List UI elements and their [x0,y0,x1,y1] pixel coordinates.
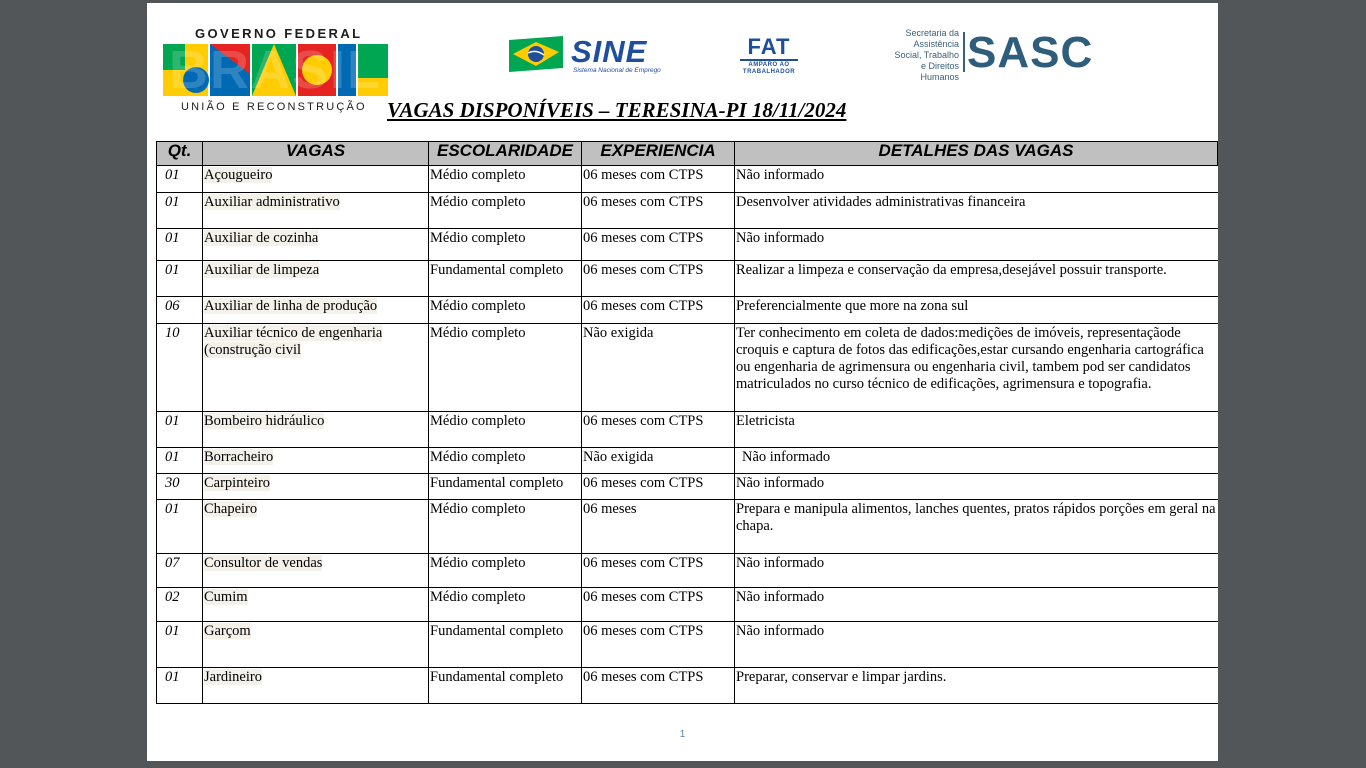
row-detalhes: Não informado [735,554,1219,588]
sasc-logo [887,28,1094,82]
row-vaga-label: Cumim [204,589,248,605]
row-detalhes: Não informado [735,622,1219,668]
brazil-flag-icon [505,36,567,72]
row-vaga-label: Auxiliar técnico de engenharia (construção civil [204,325,383,358]
row-detalhes: Realizar a limpeza e conservação da empresa,desejável possuir transporte. [735,261,1219,297]
row-detalhes: Preferencialmente que more na zona sul [735,297,1219,324]
row-escolaridade: Médio completo [429,500,582,554]
table-row [157,500,1219,554]
row-qt: 01 [157,500,203,554]
row-qt: 01 [157,193,203,229]
row-escolaridade: Médio completo [429,448,582,474]
gov-subtitle: UNIÃO E RECONSTRUÇÃO [181,101,367,113]
fat-subtitle-2: TRABALHADOR [742,69,796,75]
sasc-wordmark: SASC [967,28,1094,77]
row-vaga [203,622,429,668]
document-page [147,3,1218,761]
table-row [157,448,1219,474]
row-qt: 02 [157,588,203,622]
row-escolaridade: Médio completo [429,297,582,324]
table-row [157,166,1219,193]
row-qt: 01 [157,412,203,448]
row-vaga [203,588,429,622]
row-detalhes: Não informado [735,229,1219,261]
row-detalhes: Desenvolver atividades administrativas financeira [735,193,1219,229]
row-escolaridade: Médio completo [429,412,582,448]
row-qt: 01 [157,166,203,193]
governo-federal-logo [161,26,391,118]
table-row [157,261,1219,297]
row-vaga-label: Auxiliar administrativo [204,194,340,210]
row-vaga [203,554,429,588]
row-experiencia: 06 meses com CTPS [582,622,735,668]
sine-logo [505,36,685,74]
row-qt: 01 [157,622,203,668]
row-vaga-label: Auxiliar de cozinha [204,230,319,246]
row-vaga-label: Açougueiro [204,167,273,183]
table-row [157,622,1219,668]
table-row [157,554,1219,588]
row-escolaridade: Médio completo [429,193,582,229]
table-row [157,324,1219,412]
vagas-table [156,141,1218,704]
row-qt: 06 [157,297,203,324]
row-detalhes: Não informado [735,448,1219,474]
row-experiencia: Não exigida [582,448,735,474]
row-vaga [203,166,429,193]
row-detalhes: Preparar, conservar e limpar jardins. [735,668,1219,704]
document-title: VAGAS DISPONÍVEIS – TERESINA-PI 18/11/2024 [387,98,847,122]
row-experiencia: 06 meses com CTPS [582,412,735,448]
row-escolaridade: Médio completo [429,324,582,412]
row-vaga [203,500,429,554]
row-detalhes: Prepara e manipula alimentos, lanches quentes, pratos rápidos porções em geral na chapa. [735,500,1219,554]
row-vaga [203,324,429,412]
table-row [157,668,1219,704]
table-row [157,229,1219,261]
header-detalhes: DETALHES DAS VAGAS [735,142,1219,166]
row-experiencia: 06 meses com CTPS [582,229,735,261]
sine-subtitle: Sistema Nacional de Emprego [573,67,661,74]
row-experiencia: 06 meses com CTPS [582,668,735,704]
sine-wordmark: SINE [571,34,648,69]
row-detalhes: Não informado [735,166,1219,193]
row-vaga [203,229,429,261]
header-escolaridade: ESCOLARIDADE [429,142,582,166]
row-qt: 30 [157,474,203,500]
sasc-subtitle: Secretaria da Assistência Social, Trabalho e Direitos Humanos [894,28,959,82]
row-vaga [203,261,429,297]
row-vaga-label: Auxiliar de linha de produção [204,298,378,314]
fat-divider [740,59,798,61]
row-vaga [203,412,429,448]
header-experiencia: EXPERIENCIA [582,142,735,166]
row-vaga-label: Jardineiro [204,669,262,685]
row-vaga-label: Auxiliar de limpeza [204,262,320,278]
row-qt: 01 [157,229,203,261]
row-qt: 10 [157,324,203,412]
row-escolaridade: Fundamental completo [429,474,582,500]
sasc-divider [963,32,965,72]
row-vaga [203,448,429,474]
row-detalhes: Não informado [735,474,1219,500]
row-experiencia: 06 meses com CTPS [582,297,735,324]
row-vaga-label: Consultor de vendas [204,555,323,571]
row-experiencia: 06 meses com CTPS [582,588,735,622]
row-experiencia: 06 meses com CTPS [582,554,735,588]
row-detalhes: Eletricista [735,412,1219,448]
table-row [157,297,1219,324]
row-experiencia: 06 meses com CTPS [582,261,735,297]
gov-title: GOVERNO FEDERAL [195,26,363,41]
table-row [157,474,1219,500]
row-experiencia: 06 meses com CTPS [582,166,735,193]
row-qt: 01 [157,261,203,297]
row-experiencia: 06 meses com CTPS [582,474,735,500]
row-escolaridade: Médio completo [429,554,582,588]
header-qt: Qt. [157,142,203,166]
row-vaga-label: Garçom [204,623,251,639]
row-escolaridade: Médio completo [429,229,582,261]
fat-logo [738,36,800,76]
page-number: 1 [679,729,686,740]
row-escolaridade: Fundamental completo [429,261,582,297]
row-vaga [203,668,429,704]
row-escolaridade: Fundamental completo [429,622,582,668]
row-qt: 01 [157,448,203,474]
table-row [157,193,1219,229]
fat-wordmark: FAT [747,34,791,59]
table-header-row [157,142,1219,166]
row-detalhes: Ter conhecimento em coleta de dados:medições de imóveis, representaçãode croquis e captura de fotos das edificações,estar cursando engenharia cartográfica ou engenharia de agrimensura ou engenharia civil, tambem pod ser candidatos matriculados no curso técnico de edificações, agrimensura e topografia. [735,324,1219,412]
fat-subtitle-1: AMPARO AO [748,62,790,68]
row-qt: 01 [157,668,203,704]
row-detalhes: Não informado [735,588,1219,622]
row-escolaridade: Médio completo [429,588,582,622]
row-experiencia: Não exigida [582,324,735,412]
row-vaga-label: Chapeiro [204,501,258,517]
row-vaga-label: Carpinteiro [204,475,271,491]
row-escolaridade: Médio completo [429,166,582,193]
gov-word: BRASIL [169,40,382,100]
row-escolaridade: Fundamental completo [429,668,582,704]
row-vaga-label: Bombeiro hidráulico [204,413,325,429]
table-row [157,588,1219,622]
header-vagas: VAGAS [203,142,429,166]
row-vaga [203,297,429,324]
row-vaga [203,474,429,500]
row-experiencia: 06 meses [582,500,735,554]
table-row [157,412,1219,448]
row-experiencia: 06 meses com CTPS [582,193,735,229]
row-vaga-label: Borracheiro [204,449,274,465]
row-qt: 07 [157,554,203,588]
row-vaga [203,193,429,229]
